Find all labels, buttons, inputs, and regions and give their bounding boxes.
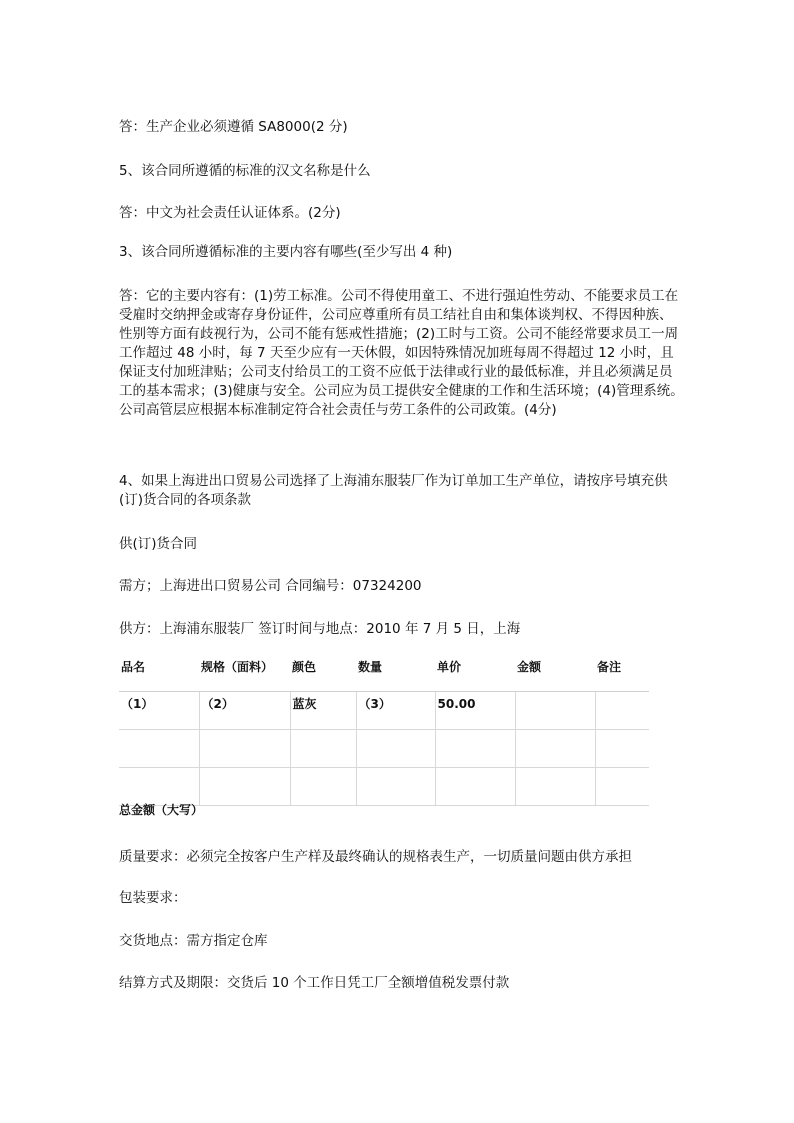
table-cell: （3） bbox=[356, 692, 435, 730]
answer-sa8000: 答：生产企业必须遵循 SA8000(2 分) bbox=[119, 119, 348, 135]
table-row bbox=[119, 692, 649, 730]
table-cell bbox=[435, 730, 515, 768]
table-cell bbox=[119, 768, 199, 806]
table-cell bbox=[119, 730, 199, 768]
table-cell bbox=[290, 730, 356, 768]
table-cell bbox=[595, 692, 649, 730]
table-cell bbox=[199, 730, 290, 768]
table-cell: （2） bbox=[199, 692, 290, 730]
table-cell: 50.00 bbox=[435, 692, 515, 730]
question-3: 3、该合同所遵循标准的主要内容有哪些(至少写出 4 种) bbox=[119, 244, 453, 260]
header-amount: 金额 bbox=[515, 656, 595, 692]
table-cell bbox=[515, 730, 595, 768]
answer-3: 答：它的主要内容有：(1)劳工标准。公司不得使用童工、不进行强迫性劳动、不能要求员工在受雇时交纳押金或寄存身份证件，公司应尊重所有员工结社自由和集体谈判权、不得因种族、性别等方面有歧视行为，公司不能有惩戒性措施；(2)工时与工资。公司不能经常要求员工一周工作超过 48 小时，每 7 天至少应有一天休假，如因特殊情况加班每周不得超过 12 小时，且保证支付加班津贴；公司支付给员工的工资不应低于法律或行业的最低标准，并且必须满足员工的基本需求；(3)健康与安全。公司应为员工提供安全健康的工作和生活环境；(4)管理系统。公司高管层应根据本标准制定符合社会责任与劳工条件的公司政策。(4分) bbox=[119, 288, 684, 418]
packing-requirement: 包装要求： bbox=[119, 890, 187, 906]
table-row bbox=[119, 730, 649, 768]
table-cell bbox=[290, 768, 356, 806]
table-cell bbox=[199, 768, 290, 806]
total-amount-label: 总金额（大写） bbox=[119, 803, 204, 817]
header-unit-price: 单价 bbox=[435, 656, 515, 692]
table-cell bbox=[515, 768, 595, 806]
quality-requirement: 质量要求：必须完全按客户生产样及最终确认的规格表生产，一切质量问题由供方承担 bbox=[119, 849, 632, 865]
table-cell bbox=[356, 768, 435, 806]
table-header-row bbox=[119, 656, 649, 692]
table-row bbox=[119, 768, 649, 806]
header-quantity: 数量 bbox=[356, 656, 435, 692]
answer-5: 答：中文为社会责任认证体系。(2分) bbox=[119, 205, 341, 221]
delivery-location: 交货地点：需方指定仓库 bbox=[119, 933, 268, 949]
contract-title: 供(订)货合同 bbox=[119, 536, 198, 552]
question-5: 5、该合同所遵循的标准的汉文名称是什么 bbox=[119, 163, 371, 179]
header-spec: 规格（面料） bbox=[199, 656, 290, 692]
table-cell bbox=[435, 768, 515, 806]
table-cell bbox=[595, 768, 649, 806]
header-remark: 备注 bbox=[595, 656, 649, 692]
payment-terms: 结算方式及期限：交货后 10 个工作日凭工厂全额增值税发票付款 bbox=[119, 975, 510, 991]
table-cell bbox=[515, 692, 595, 730]
header-product: 品名 bbox=[119, 656, 199, 692]
table-cell bbox=[595, 730, 649, 768]
header-color: 颜色 bbox=[290, 656, 356, 692]
contract-table bbox=[119, 656, 649, 806]
question-4: 4、如果上海进出口贸易公司选择了上海浦东服装厂作为订单加工生产单位，请按序号填充供(订)货合同的各项条款 bbox=[119, 473, 668, 508]
supplier-line: 供方：上海浦东服装厂 签订时间与地点：2010 年 7 月 5 日，上海 bbox=[119, 621, 521, 637]
table-cell: 蓝灰 bbox=[290, 692, 356, 730]
table-cell bbox=[356, 730, 435, 768]
table-cell: （1） bbox=[119, 692, 199, 730]
buyer-line: 需方；上海进出口贸易公司 合同编号：07324200 bbox=[119, 578, 422, 594]
